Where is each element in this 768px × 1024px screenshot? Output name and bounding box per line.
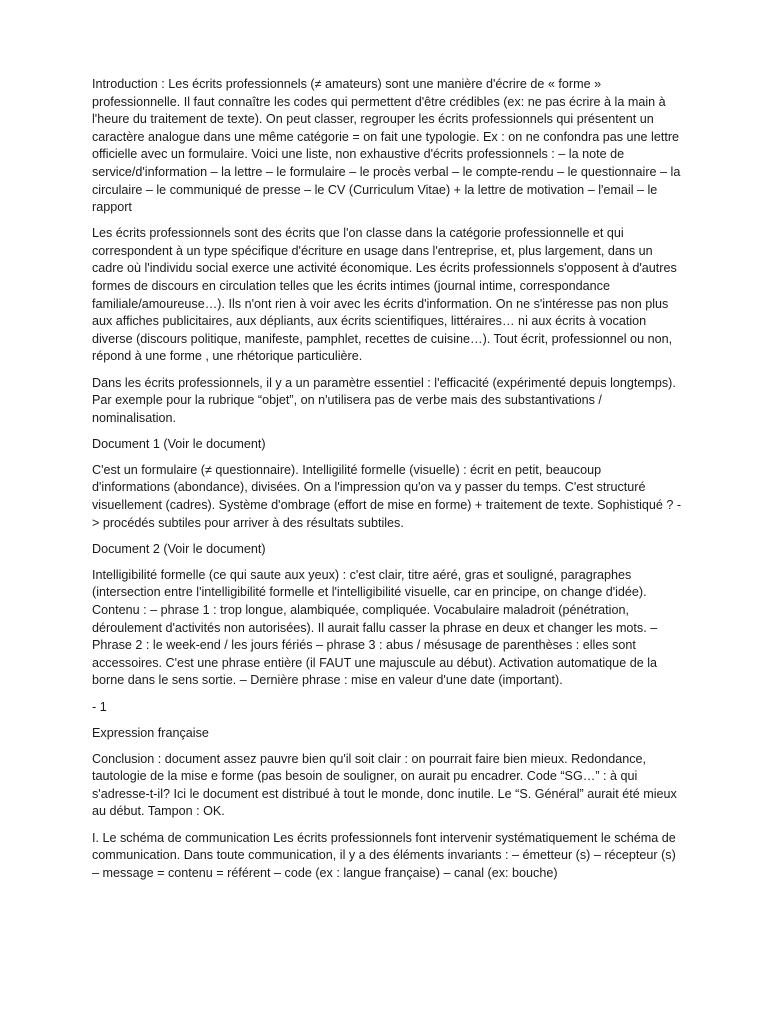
heading-document-2: Document 2 (Voir le document) — [92, 541, 266, 556]
paragraph-efficacite: Dans les écrits professionnels, il y a un paramètre essentiel : l'efficacité (expérimenté depuis longtemps). Par exemple pour la rubrique “objet”, on n'utilisera pas de verbe mais des substantivations / nominalisation. — [92, 375, 676, 425]
page-marker: - 1 — [92, 699, 107, 714]
paragraph-introduction: Introduction : Les écrits professionnels (≠ amateurs) sont une manière d'écrire de « forme » professionnelle. Il faut connaître les codes qui permettent d'être crédibles (ex: ne pas écrire à la main à l'heure du traitement de texte). On peut classer, regrouper les écrits professionnels qui présentent un caractère analogue dans une même catégorie = on fait une typologie. Ex : on ne confondra pas une lettre officielle avec un formulaire. Voici une liste, non exhaustive d'écrits professionnels : – la note de service/d'information – la lettre – le formulaire – le procès verbal – le compte-rendu – le questionnaire – la circulaire – le communiqué de presse – le CV (Curriculum Vitae) + la lettre de motivation – l'email – le rapport — [92, 77, 681, 215]
paragraph-conclusion: Conclusion : document assez pauvre bien qu'il soit clair : on pourrait faire bien mieux. Redondance, tautologie de la mise e forme (pas besoin de souligner, on aurait pu encadrer. Code “SG…” : à qui s'adresse-t-il? Ici le document est distribué à tout le monde, donc inutile. Le “S. Général” aurait été mieux au début. Tampon : OK. — [92, 751, 677, 819]
paragraph-schema-communication: I. Le schéma de communication Les écrits professionnels font intervenir systématiquement le schéma de communication. Dans toute communication, il y a des éléments invariants : – émetteur (s) – récepteur (s) – message = contenu = référent – code (ex : langue française) – canal (ex: bouche) — [92, 830, 676, 880]
paragraph-document-2: Intelligibilité formelle (ce qui saute aux yeux) : c'est clair, titre aéré, gras et souligné, paragraphes (intersection entre l'intelligibilité formelle et l'intelligibilité visuelle, car en principe, on change d'idée). Contenu : – phrase 1 : trop longue, alambiquée, compliquée. Vocabulaire maladroit (pénétration, déroulement d'activités non autorisées). Il aurait fallu casser la phrase en deux et changer les mots. – Phrase 2 : le week-end / les jours fériés – phrase 3 : abus / mésusage de parenthèses : elles sont accessoires. C'est une phrase entière (il FAUT une majuscule au début). Activation automatique de la borne dans le sens sortie. – Dernière phrase : mise en valeur d'une date (important). — [92, 567, 658, 688]
document-page — [92, 76, 682, 891]
section-title: Expression française — [92, 725, 209, 740]
heading-document-1: Document 1 (Voir le document) — [92, 436, 266, 451]
paragraph-definition: Les écrits professionnels sont des écrits que l'on classe dans la catégorie professionnelle et qui correspondent à un type spécifique d'écriture en usage dans l'entreprise, et, plus largement, dans un cadre où l'individu social exerce une activité économique. Les écrits professionnels s'opposent à d'autres formes de discours en circulation telles que les écrits intimes (journal intime, correspondance familiale/amoureuse…). Ils n'ont rien à voir avec les écrits d'information. On ne s'intéresse pas non plus aux affiches publicitaires, aux dépliants, aux écrits scientifiques, littéraires… ni aux écrits à vocation diverse (discours politique, manifeste, pamphlet, recettes de cuisine…). Tout écrit, professionnel ou non, répond à une forme , une rhétorique particulière. — [92, 226, 677, 364]
paragraph-document-1: C'est un formulaire (≠ questionnaire). Intelligilité formelle (visuelle) : écrit en petit, beaucoup d'informations (abondance), divisées. On a l'impression qu'on va y passer du temps. C'est structuré visuellement (cadres). Système d'ombrage (effort de mise en forme) + traitement de texte. Sophistiqué ? -> procédés subtiles pour arriver à des résultats subtiles. — [92, 462, 682, 530]
